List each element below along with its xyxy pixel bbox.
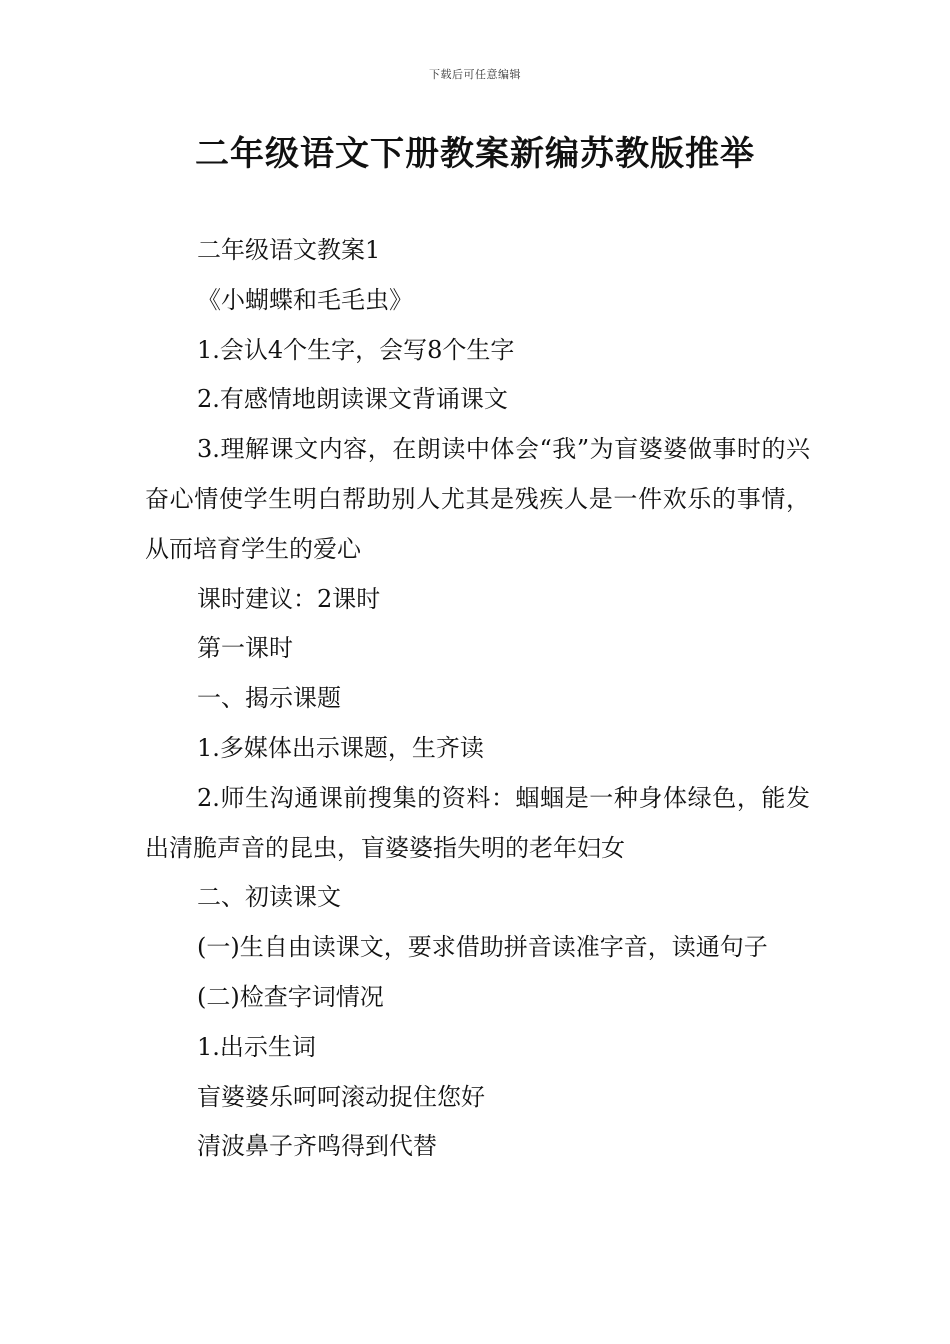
paragraph-word-list-2: 清波鼻子齐鸣得到代替 bbox=[197, 1132, 437, 1161]
paragraph-goal-2: 2.有感情地朗读课文背诵课文 bbox=[197, 385, 508, 414]
paragraph-subsection-2: (二)检查字词情况 bbox=[197, 982, 384, 1011]
paragraph-show-words: 1.出示生词 bbox=[197, 1032, 316, 1061]
paragraph-goal-1: 1.会认4个生字，会写8个生字 bbox=[197, 335, 515, 364]
paragraph-class-hours: 课时建议：2课时 bbox=[197, 584, 381, 613]
paragraph-subsection-1: (一)生自由读课文，要求借助拼音读准字音，读通句子 bbox=[197, 933, 768, 962]
paragraph-section-2: 二、初读课文 bbox=[197, 883, 341, 912]
document-body bbox=[145, 226, 810, 1172]
paragraph-first-lesson: 第一课时 bbox=[197, 634, 293, 663]
paragraph-lesson-title: 《小蝴蝶和毛毛虫》 bbox=[197, 285, 413, 314]
paragraph-step-2: 2.师生沟通课前搜集的资料：蝈蝈是一种身体绿色，能发出清脆声音的昆虫，盲婆婆指失明的老年妇女 bbox=[145, 783, 810, 862]
paragraph-goal-3: 3.理解课文内容，在朗读中体会“我”为盲婆婆做事时的兴奋心情使学生明白帮助别人尤其是残疾人是一件欢乐的事情，从而培育学生的爱心 bbox=[145, 435, 810, 563]
paragraph-lesson-label: 二年级语文教案1 bbox=[197, 236, 381, 264]
paragraph-step-1: 1.多媒体出示课题，生齐读 bbox=[197, 733, 484, 762]
header-note: 下载后可任意编辑 bbox=[429, 68, 521, 81]
paragraph-word-list-1: 盲婆婆乐呵呵滚动捉住您好 bbox=[197, 1082, 485, 1111]
paragraph-section-1: 一、揭示课题 bbox=[197, 684, 341, 713]
document-title: 二年级语文下册教案新编苏教版推举 bbox=[195, 134, 755, 174]
